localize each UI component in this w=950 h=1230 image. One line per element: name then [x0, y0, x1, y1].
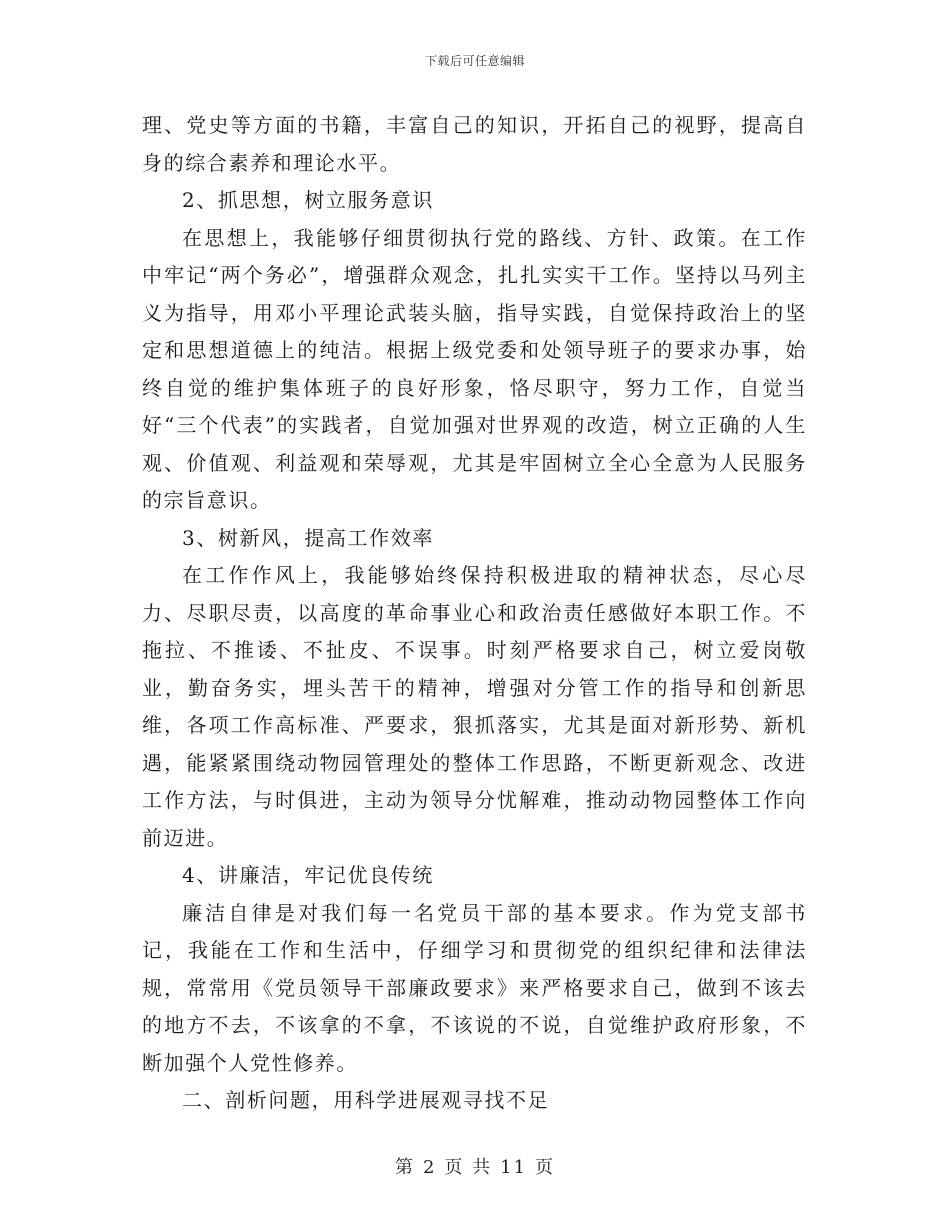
footer-suffix: 页: [535, 1157, 556, 1178]
chapter-heading-2: 二、剖析问题，用科学进展观寻找不足: [182, 1088, 550, 1112]
section-heading-4: 4、讲廉洁，牢记优良传统: [182, 863, 434, 887]
paragraph-5: 在工作作风上，我能够始终保持积极进取的精神状态，尽心尽力、尽职尽责，以高度的革命事业心和政治责任感做好本职工作。不拖拉、不推诿、不扯皮、不误事。时刻严格要求自己，树立爱岗敬业，勤奋务实，埋头苦干的精神，增强对分管工作的指导和创新思维，各项工作高标准、严要求，狠抓落实，尤其是面对新形势、新机遇，能紧紧围绕动物园管理处的整体工作思路，不断更新观念、改进工作方法，与时俱进，主动为领导分忧解难，推动动物园整体工作向前迈进。: [142, 563, 807, 850]
paragraph-3: 在思想上，我能够仔细贯彻执行党的路线、方针、政策。在工作中牢记“两个务必”，增强群众观念，扎扎实实干工作。坚持以马列主义为指导，用邓小平理论武装头脑，指导实践，自觉保持政治上的坚定和思想道德上的纯洁。根据上级党委和处领导班子的要求办事，始终自觉的维护集体班子的良好形象，恪尽职守，努力工作，自觉当好“三个代表”的实践者，自觉加强对世界观的改造，树立正确的人生观、价值观、利益观和荣辱观，尤其是牢固树立全心全意为人民服务的宗旨意识。: [142, 225, 807, 512]
paragraph-1: 理、党史等方面的书籍，丰富自己的知识，开拓自己的视野，提高自身的综合素养和理论水平。: [142, 113, 807, 175]
paragraph-7: 廉洁自律是对我们每一名党员干部的基本要求。作为党支部书记，我能在工作和生活中，仔细学习和贯彻党的组织纪律和法律法规，常常用《党员领导干部廉政要求》来严格要求自己，做到不该去的地方不去，不该拿的不拿，不该说的不说，自觉维护政府形象，不断加强个人党性修养。: [142, 900, 807, 1075]
footer-total-pages: 11: [500, 1157, 528, 1178]
page-header: 下载后可任意编辑: [424, 54, 525, 68]
footer-prefix: 第: [394, 1157, 415, 1178]
section-heading-3: 3、树新风，提高工作效率: [182, 525, 434, 550]
footer-middle: 页 共: [444, 1157, 493, 1178]
footer-page-number: 2: [422, 1157, 437, 1178]
document-body: [142, 107, 807, 1120]
section-heading-2: 2、抓思想，树立服务意识: [182, 188, 434, 212]
page-footer: [0, 1153, 950, 1179]
